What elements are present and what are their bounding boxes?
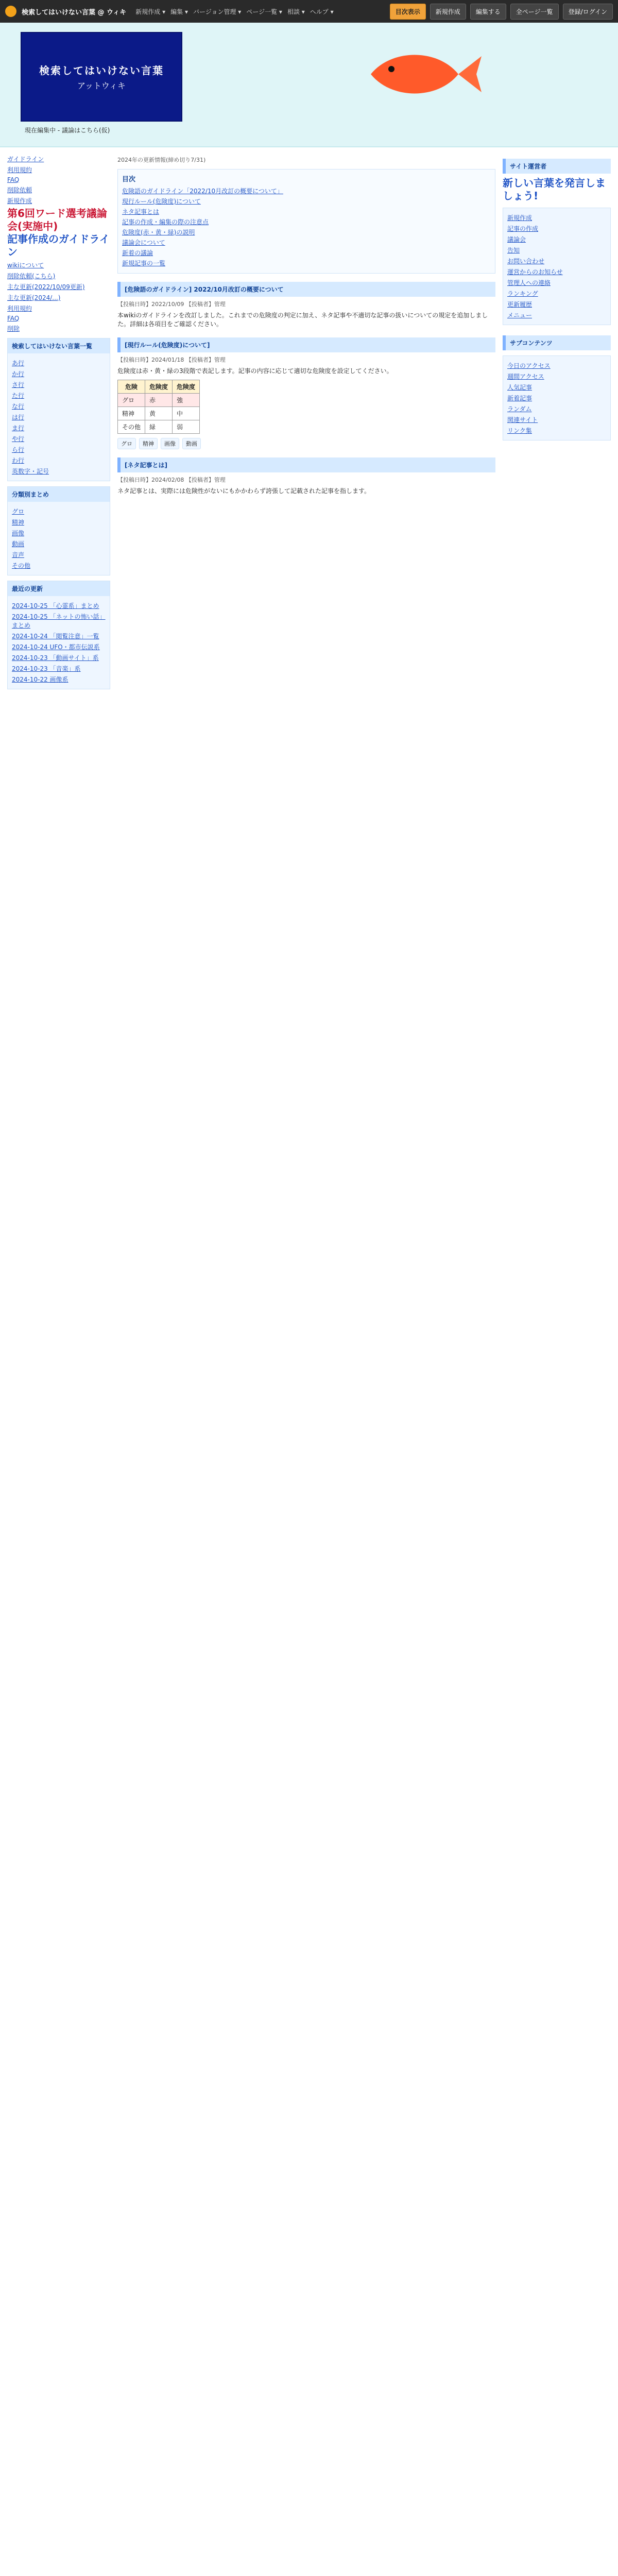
table-header: 危険度 — [173, 380, 200, 394]
header — [0, 23, 618, 147]
ranking-item[interactable]: 人気記事 — [507, 384, 533, 391]
top-menu — [135, 7, 333, 16]
all-pages-button[interactable]: 全ページ一覧 — [510, 4, 559, 20]
category-box — [7, 486, 110, 575]
toc-item[interactable]: 危険語のガイドライン「2022/10月改訂の概要について」 — [122, 188, 283, 195]
tag[interactable]: グロ — [117, 438, 136, 449]
section-paragraph: ネタ記事とは、実際には危険性がないにもかかわらず誇張して記載された記事を指します。 — [117, 487, 371, 495]
section-title: [ネタ記事とは] — [117, 457, 495, 472]
table-cell: グロ — [118, 394, 145, 407]
left-link[interactable]: FAQ — [7, 176, 20, 183]
table-header: 危険 — [118, 380, 145, 394]
index-item[interactable]: な行 — [12, 403, 25, 410]
category-title: 分類別まとめ — [8, 487, 110, 502]
table-cell: 弱 — [173, 420, 200, 434]
toc-item[interactable]: 危険度(赤・黄・緑)の説明 — [122, 229, 195, 236]
table-cell: 精神 — [118, 407, 145, 420]
tag[interactable]: 動画 — [182, 438, 201, 449]
right-link[interactable]: 管理人への連絡 — [507, 279, 551, 286]
menu-item[interactable]: 新規作成 ▾ — [135, 8, 166, 15]
category-item[interactable]: グロ — [12, 508, 25, 515]
table-cell: 中 — [173, 407, 200, 420]
index-item[interactable]: わ行 — [12, 457, 25, 464]
index-list — [8, 353, 110, 481]
category-item[interactable]: その他 — [12, 562, 31, 569]
ranking-list — [503, 356, 610, 440]
index-item[interactable]: さ行 — [12, 381, 25, 388]
toc-item[interactable]: ネタ記事とは — [122, 208, 160, 215]
ranking-item[interactable]: 新着記事 — [507, 395, 533, 402]
table-header: 危険度 — [145, 380, 173, 394]
banner-title: 検索してはいけない言葉 — [39, 64, 164, 77]
breadcrumb[interactable]: 2024年の更新情報(締め切り7/31) — [117, 157, 206, 163]
ranking-item[interactable]: 今日のアクセス — [507, 362, 551, 369]
ranking-title: サブコンテンツ — [503, 335, 611, 350]
section-meta: 【投稿日時】2022/10/09 【投稿者】管理 — [117, 301, 226, 308]
toc-item[interactable]: 議論会について — [122, 239, 165, 246]
left-small-link[interactable]: 削除 — [7, 325, 20, 332]
category-item[interactable]: 音声 — [12, 551, 25, 558]
login-button[interactable]: 登録/ログイン — [563, 4, 613, 20]
category-list — [8, 502, 110, 575]
left-link[interactable]: 利用規約 — [7, 166, 32, 174]
section-rules — [117, 337, 495, 449]
tag-bar — [117, 438, 495, 449]
site-logo-icon — [5, 6, 16, 17]
tag[interactable]: 精神 — [139, 438, 158, 449]
table-cell: 黄 — [145, 407, 173, 420]
right-link[interactable]: 運営からのお知らせ — [507, 268, 563, 276]
right-link[interactable]: メニュー — [507, 312, 533, 319]
section-meta: 【投稿日時】2024/01/18 【投稿者】管理 — [117, 356, 226, 363]
index-item[interactable]: か行 — [12, 370, 25, 378]
toc-button[interactable]: 目次表示 — [390, 4, 426, 20]
left-big-red[interactable]: 第6回ワード選考議論会(実施中) — [7, 207, 107, 232]
ranking-item[interactable]: リンク集 — [507, 427, 532, 434]
category-item[interactable]: 精神 — [12, 519, 25, 526]
index-box — [7, 338, 110, 481]
left-small-link[interactable]: 主な更新(2022/10/09更新) — [7, 283, 85, 291]
left-small-link[interactable]: 主な更新(2024/...) — [7, 294, 61, 301]
recent-item[interactable]: 2024-10-23 「動画サイト」系 — [12, 654, 99, 662]
right-link[interactable]: 議論会 — [507, 236, 526, 243]
recent-item[interactable]: 2024-10-25 「心霊系」まとめ — [12, 602, 99, 609]
index-item[interactable]: や行 — [12, 435, 25, 443]
recent-item[interactable]: 2024-10-24 「閲覧注意」一覧 — [12, 633, 99, 640]
index-item[interactable]: は行 — [12, 414, 25, 421]
toc-title: 目次 — [122, 176, 136, 183]
recent-item[interactable]: 2024-10-22 画像系 — [12, 676, 68, 683]
edit-button[interactable]: 編集する — [470, 4, 506, 20]
left-link[interactable]: 新規作成 — [7, 197, 32, 205]
right-link[interactable]: 告知 — [507, 247, 520, 254]
top-buttons — [390, 4, 613, 20]
banner-subtitle: アットウィキ — [77, 81, 126, 91]
recent-item[interactable]: 2024-10-24 UFO・都市伝説系 — [12, 643, 100, 651]
recent-title: 最近の更新 — [8, 581, 110, 596]
left-small-link[interactable]: FAQ — [7, 315, 20, 322]
left-link[interactable]: 削除依頼 — [7, 187, 32, 194]
left-small-link[interactable]: wikiについて — [7, 262, 44, 269]
category-item[interactable]: 動画 — [12, 540, 25, 548]
site-brand[interactable]: 検索してはいけない言葉 @ ウィキ — [22, 8, 127, 16]
index-item[interactable]: ら行 — [12, 446, 25, 453]
left-big-blue[interactable]: 記事作成のガイドライン — [7, 233, 110, 258]
right-sidebar — [503, 152, 611, 694]
table-cell: 強 — [173, 394, 200, 407]
table-cell: 緑 — [145, 420, 173, 434]
right-link[interactable]: 記事の作成 — [507, 225, 539, 232]
table-cell: その他 — [118, 420, 145, 434]
index-item[interactable]: あ行 — [12, 360, 25, 367]
ranking-item[interactable]: 週間アクセス — [507, 373, 544, 380]
toc-item[interactable]: 現行ルール(危険度)について — [122, 198, 201, 205]
recent-box — [7, 581, 110, 689]
menu-item[interactable]: ヘルプ ▾ — [310, 8, 334, 15]
section-paragraph: 本wikiのガイドラインを改訂しました。これまでの危険度の判定に加え、ネタ記事や不適切な記事の扱いについての規定を追加しました。詳細は各項目をご確認ください。 — [117, 312, 488, 328]
create-button[interactable]: 新規作成 — [430, 4, 466, 20]
danger-table — [117, 380, 200, 434]
section-meta: 【投稿日時】2024/02/08 【投稿者】管理 — [117, 477, 226, 484]
ranking-item[interactable]: ランダム — [507, 405, 532, 413]
table-cell: 赤 — [145, 394, 173, 407]
header-subtitle: 現在編集中 - 議論はこちら(仮) — [25, 127, 110, 134]
index-title: 検索してはいけない言葉一覧 — [8, 338, 110, 353]
menu-item[interactable]: ページ一覧 ▾ — [246, 8, 282, 15]
index-item[interactable]: 英数字・記号 — [12, 468, 49, 475]
menu-item[interactable]: 編集 ▾ — [170, 8, 188, 15]
ranking-box — [503, 355, 611, 440]
right-links-box — [503, 208, 611, 325]
recent-list — [8, 596, 110, 689]
ranking-item[interactable]: 関連サイト — [507, 416, 538, 423]
top-bar — [0, 0, 618, 23]
main-content — [117, 152, 495, 694]
left-small-link[interactable]: 利用規約 — [7, 305, 32, 312]
right-big[interactable]: 新しい言葉を発言しましょう! — [503, 177, 606, 202]
toc-item[interactable]: 記事の作成・編集の際の注意点 — [122, 218, 209, 226]
toc-item[interactable]: 新規記事の一覧 — [122, 260, 166, 267]
right-links — [503, 208, 610, 325]
section-paragraph: 危険度は赤・黄・緑の3段階で表記します。記事の内容に応じて適切な危険度を設定してください。 — [117, 367, 393, 375]
recent-item[interactable]: 2024-10-25 「ネットの怖い話」まとめ — [12, 613, 106, 629]
right-link[interactable]: ランキング — [507, 290, 538, 297]
goldfish-illustration — [360, 43, 484, 105]
index-item[interactable]: た行 — [12, 392, 25, 399]
right-title: サイト運営者 — [503, 159, 611, 174]
left-sidebar — [7, 152, 110, 694]
section-guideline — [117, 282, 495, 329]
table-of-contents — [117, 169, 495, 274]
left-small-links — [7, 261, 110, 333]
category-item[interactable]: 画像 — [12, 530, 25, 537]
recent-item[interactable]: 2024-10-23 「音楽」系 — [12, 665, 81, 672]
index-item[interactable]: ま行 — [12, 425, 25, 432]
section-title: [現行ルール(危険度)について] — [117, 337, 495, 352]
right-link[interactable]: 新規作成 — [507, 214, 533, 222]
left-links — [7, 155, 110, 205]
toc-item[interactable]: 新着の議論 — [122, 249, 153, 257]
section-neta — [117, 457, 495, 496]
banner — [21, 32, 182, 122]
page-layout — [0, 147, 618, 700]
left-small-link[interactable]: 削除依頼(こちら) — [7, 273, 56, 280]
menu-item[interactable]: バージョン管理 ▾ — [193, 8, 242, 15]
right-link[interactable]: 更新履歴 — [507, 301, 533, 308]
menu-item[interactable]: 相談 ▾ — [287, 8, 305, 15]
tag[interactable]: 画像 — [161, 438, 179, 449]
right-link[interactable]: お問い合わせ — [507, 258, 545, 265]
section-title: [危険語のガイドライン] 2022/10月改訂の概要について — [117, 282, 495, 297]
left-link[interactable]: ガイドライン — [7, 156, 44, 163]
